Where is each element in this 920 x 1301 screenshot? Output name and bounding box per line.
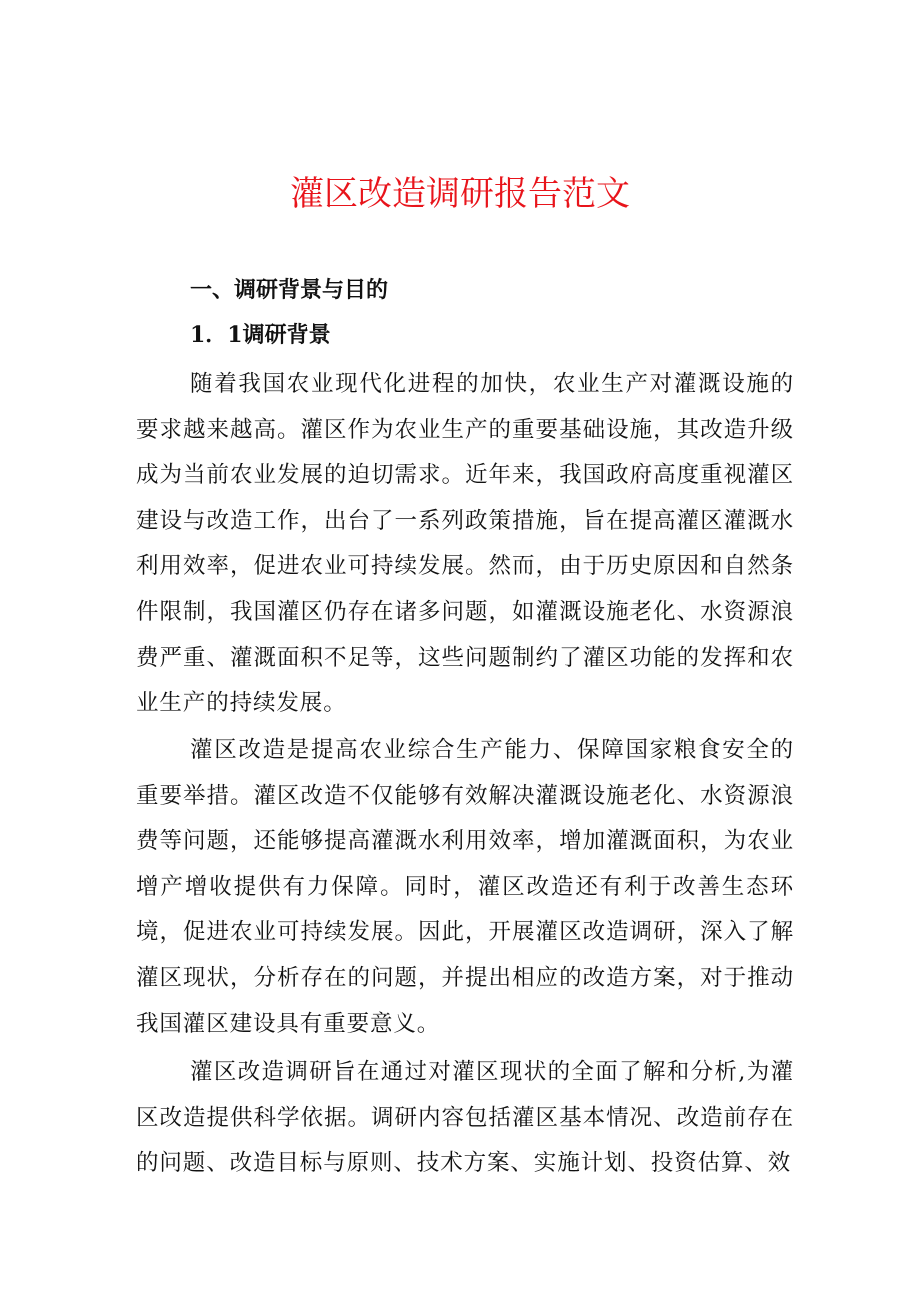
document-title: 灌区改造调研报告范文 bbox=[290, 174, 630, 214]
body-paragraph: 灌区改造是提高农业综合生产能力、保障国家粮食安全的重要举措。灌区改造不仅能够有效解决灌溉设施老化、水资源浪费等问题，还能够提高灌溉水利用效率，增加灌溉面积，为农业增产增收提供有力保障。同时，灌区改造还有利于改善生态环境，促进农业可持续发展。因此，开展灌区改造调研，深入了解灌区现状，分析存在的问题，并提出相应的改造方案，对于推动我国灌区建设具有重要意义。 bbox=[136, 737, 794, 1037]
subsection-heading: 1．1调研背景 bbox=[190, 322, 331, 348]
section-heading: 一、调研背景与目的 bbox=[190, 278, 389, 303]
body-paragraph: 随着我国农业现代化进程的加快，农业生产对灌溉设施的要求越来越高。灌区作为农业生产的重要基础设施，其改造升级成为当前农业发展的迫切需求。近年来，我国政府高度重视灌区建设与改造工作，出台了一系列政策措施，旨在提高灌区灌溉水利用效率，促进农业可持续发展。然而，由于历史原因和自然条件限制，我国灌区仍存在诸多问题，如灌溉设施老化、水资源浪费严重、灌溉面积不足等，这些问题制约了灌区功能的发挥和农业生产的持续发展。 bbox=[136, 371, 794, 717]
body-paragraph: 灌区改造调研旨在通过对灌区现状的全面了解和分析,为灌区改造提供科学依据。调研内容包括灌区基本情况、改造前存在的问题、改造目标与原则、技术方案、实施计划、投资估算、效 bbox=[136, 1059, 794, 1177]
